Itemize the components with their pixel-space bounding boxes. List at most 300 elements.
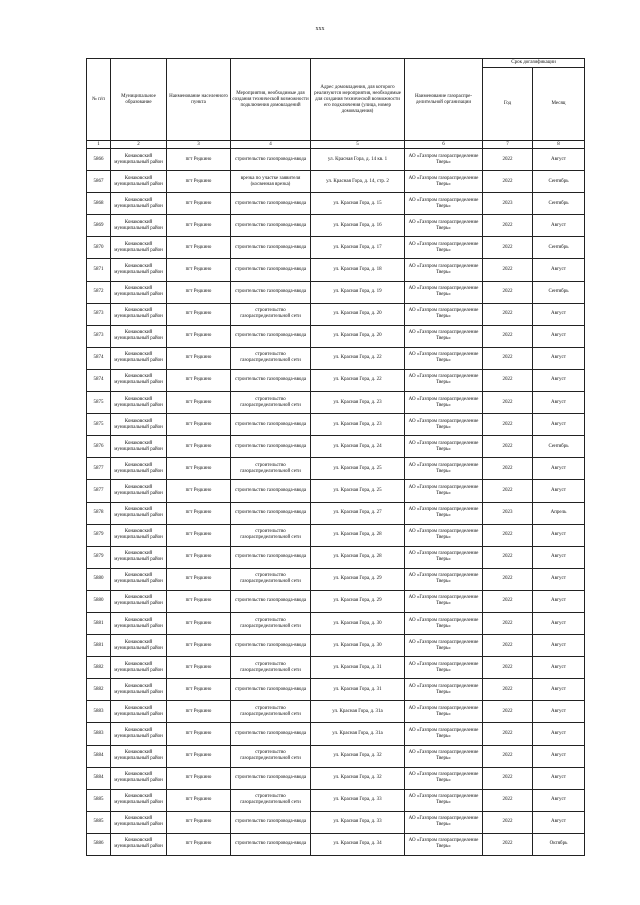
- municipality-cell: Конаковский муниципальный район: [111, 745, 167, 767]
- table-row: [87, 723, 585, 745]
- month-cell: Август: [533, 259, 585, 281]
- header-organization: Наименование газораспре-делительной организации: [405, 59, 483, 141]
- month-cell: Август: [533, 789, 585, 811]
- table-row: [87, 149, 585, 171]
- row-number: 5879: [87, 546, 111, 568]
- activity-cell: строительство газораспределительной сети: [231, 303, 311, 325]
- year-cell: 2022: [483, 833, 533, 855]
- row-number: 5874: [87, 347, 111, 369]
- address-cell: ул. Красная Гора, д. 31: [311, 679, 405, 701]
- table-row: [87, 679, 585, 701]
- month-cell: Август: [533, 635, 585, 657]
- activity-cell: строительство газопровода-ввода: [231, 679, 311, 701]
- municipality-cell: Конаковский муниципальный район: [111, 480, 167, 502]
- municipality-cell: Конаковский муниципальный район: [111, 546, 167, 568]
- organization-cell: АО «Газпром газораспределение Тверь»: [405, 679, 483, 701]
- row-number: 5878: [87, 502, 111, 524]
- address-cell: ул. Красная Гора, д. 28: [311, 546, 405, 568]
- settlement-cell: пгт Редкино: [167, 369, 231, 391]
- organization-cell: АО «Газпром газораспределение Тверь»: [405, 590, 483, 612]
- table-header: [87, 59, 585, 149]
- activity-cell: строительство газораспределительной сети: [231, 745, 311, 767]
- row-number: 5873: [87, 303, 111, 325]
- organization-cell: АО «Газпром газораспределение Тверь»: [405, 657, 483, 679]
- address-cell: ул. Красная Гора, д. 15: [311, 193, 405, 215]
- table-row: [87, 392, 585, 414]
- activity-cell: строительство газопровода-ввода: [231, 833, 311, 855]
- address-cell: ул. Красная Гора, д. 16: [311, 215, 405, 237]
- organization-cell: АО «Газпром газораспределение Тверь»: [405, 259, 483, 281]
- municipality-cell: Конаковский муниципальный район: [111, 767, 167, 789]
- table-row: [87, 303, 585, 325]
- year-cell: 2022: [483, 789, 533, 811]
- row-number: 5875: [87, 414, 111, 436]
- row-number: 5877: [87, 458, 111, 480]
- year-cell: 2022: [483, 436, 533, 458]
- header-municipality: Муниципальное образование: [111, 59, 167, 141]
- address-cell: ул. Красная Гора, д. 30: [311, 612, 405, 634]
- activity-cell: строительство газораспределительной сети: [231, 392, 311, 414]
- table-row: [87, 171, 585, 193]
- table-row: [87, 502, 585, 524]
- table-row: [87, 458, 585, 480]
- address-cell: ул. Красная Гора, д. 31а: [311, 723, 405, 745]
- table-row: [87, 480, 585, 502]
- row-number: 5881: [87, 612, 111, 634]
- settlement-cell: пгт Редкино: [167, 259, 231, 281]
- municipality-cell: Конаковский муниципальный район: [111, 701, 167, 723]
- activity-cell: строительство газопровода-ввода: [231, 502, 311, 524]
- row-number: 5872: [87, 281, 111, 303]
- month-cell: Август: [533, 458, 585, 480]
- activity-cell: строительство газопровода-ввода: [231, 436, 311, 458]
- header-year: Год: [483, 68, 533, 141]
- organization-cell: АО «Газпром газораспределение Тверь»: [405, 237, 483, 259]
- activity-cell: строительство газопровода-ввода: [231, 325, 311, 347]
- header-month: Месяц: [533, 68, 585, 141]
- year-cell: 2022: [483, 657, 533, 679]
- organization-cell: АО «Газпром газораспределение Тверь»: [405, 502, 483, 524]
- row-number: 5885: [87, 811, 111, 833]
- activity-cell: врезка по участке заявителя (косвенная врезка): [231, 171, 311, 193]
- row-number: 5886: [87, 833, 111, 855]
- activity-cell: строительство газораспределительной сети: [231, 568, 311, 590]
- month-cell: Август: [533, 767, 585, 789]
- municipality-cell: Конаковский муниципальный район: [111, 635, 167, 657]
- activity-cell: строительство газопровода-ввода: [231, 369, 311, 391]
- settlement-cell: пгт Редкино: [167, 436, 231, 458]
- month-cell: Август: [533, 612, 585, 634]
- year-cell: 2022: [483, 568, 533, 590]
- settlement-cell: пгт Редкино: [167, 480, 231, 502]
- year-cell: 2022: [483, 612, 533, 634]
- table-row: [87, 745, 585, 767]
- organization-cell: АО «Газпром газораспределение Тверь»: [405, 833, 483, 855]
- table-row: [87, 325, 585, 347]
- settlement-cell: пгт Редкино: [167, 325, 231, 347]
- column-number: 2: [111, 141, 167, 149]
- year-cell: 2022: [483, 281, 533, 303]
- municipality-cell: Конаковский муниципальный район: [111, 414, 167, 436]
- address-cell: ул. Красная Гора, д. 32: [311, 767, 405, 789]
- municipality-cell: Конаковский муниципальный район: [111, 612, 167, 634]
- organization-cell: АО «Газпром газораспределение Тверь»: [405, 392, 483, 414]
- activity-cell: строительство газораспределительной сети: [231, 657, 311, 679]
- address-cell: ул. Красная Гора, д. 29: [311, 568, 405, 590]
- year-cell: 2022: [483, 347, 533, 369]
- activity-cell: строительство газораспределительной сети: [231, 701, 311, 723]
- month-cell: Август: [533, 590, 585, 612]
- year-cell: 2022: [483, 546, 533, 568]
- month-cell: Август: [533, 303, 585, 325]
- municipality-cell: Конаковский муниципальный район: [111, 458, 167, 480]
- page-number: ххх: [315, 26, 325, 32]
- municipality-cell: Конаковский муниципальный район: [111, 171, 167, 193]
- activity-cell: строительство газораспределительной сети: [231, 458, 311, 480]
- column-number: 4: [231, 141, 311, 149]
- activity-cell: строительство газораспределительной сети: [231, 612, 311, 634]
- address-cell: ул. Красная Гора, д. 23: [311, 414, 405, 436]
- year-cell: 2023: [483, 193, 533, 215]
- year-cell: 2022: [483, 701, 533, 723]
- table-row: [87, 590, 585, 612]
- month-cell: Август: [533, 745, 585, 767]
- municipality-cell: Конаковский муниципальный район: [111, 723, 167, 745]
- month-cell: Август: [533, 215, 585, 237]
- organization-cell: АО «Газпром газораспределение Тверь»: [405, 436, 483, 458]
- organization-cell: АО «Газпром газораспределение Тверь»: [405, 171, 483, 193]
- organization-cell: АО «Газпром газораспределение Тверь»: [405, 811, 483, 833]
- row-number: 5885: [87, 789, 111, 811]
- organization-cell: АО «Газпром газораспределение Тверь»: [405, 568, 483, 590]
- settlement-cell: пгт Редкино: [167, 458, 231, 480]
- municipality-cell: Конаковский муниципальный район: [111, 237, 167, 259]
- table-row: [87, 259, 585, 281]
- month-cell: Апрель: [533, 502, 585, 524]
- address-cell: ул. Красная Гора, д. 34: [311, 833, 405, 855]
- organization-cell: АО «Газпром газораспределение Тверь»: [405, 745, 483, 767]
- address-cell: ул. Красная Гора, д. 31а: [311, 701, 405, 723]
- municipality-cell: Конаковский муниципальный район: [111, 657, 167, 679]
- table-body: [87, 149, 585, 856]
- settlement-cell: пгт Редкино: [167, 524, 231, 546]
- organization-cell: АО «Газпром газораспределение Тверь»: [405, 347, 483, 369]
- column-number: 1: [87, 141, 111, 149]
- settlement-cell: пгт Редкино: [167, 701, 231, 723]
- row-number: 5880: [87, 568, 111, 590]
- settlement-cell: пгт Редкино: [167, 635, 231, 657]
- settlement-cell: пгт Редкино: [167, 193, 231, 215]
- header-deadline-group: Срок догазификации: [483, 59, 585, 68]
- settlement-cell: пгт Редкино: [167, 237, 231, 259]
- address-cell: ул. Красная Гора, д. 14 кв. 1: [311, 149, 405, 171]
- row-number: 5871: [87, 259, 111, 281]
- column-number: 8: [533, 141, 585, 149]
- municipality-cell: Конаковский муниципальный район: [111, 347, 167, 369]
- activity-cell: строительство газопровода-ввода: [231, 193, 311, 215]
- table-row: [87, 568, 585, 590]
- year-cell: 2022: [483, 590, 533, 612]
- address-cell: ул. Красная Гора, д. 17: [311, 237, 405, 259]
- settlement-cell: пгт Редкино: [167, 568, 231, 590]
- settlement-cell: пгт Редкино: [167, 347, 231, 369]
- activity-cell: строительство газопровода-ввода: [231, 259, 311, 281]
- municipality-cell: Конаковский муниципальный район: [111, 568, 167, 590]
- month-cell: Август: [533, 701, 585, 723]
- address-cell: ул. Красная Гора, д. 33: [311, 811, 405, 833]
- settlement-cell: пгт Редкино: [167, 281, 231, 303]
- month-cell: Август: [533, 568, 585, 590]
- header-settlement: Наименование населенного пункта: [167, 59, 231, 141]
- row-number: 5868: [87, 193, 111, 215]
- row-number: 5884: [87, 745, 111, 767]
- settlement-cell: пгт Редкино: [167, 811, 231, 833]
- year-cell: 2022: [483, 458, 533, 480]
- row-number: 5881: [87, 635, 111, 657]
- municipality-cell: Конаковский муниципальный район: [111, 149, 167, 171]
- row-number: 5867: [87, 171, 111, 193]
- municipality-cell: Конаковский муниципальный район: [111, 590, 167, 612]
- municipality-cell: Конаковский муниципальный район: [111, 502, 167, 524]
- organization-cell: АО «Газпром газораспределение Тверь»: [405, 458, 483, 480]
- municipality-cell: Конаковский муниципальный район: [111, 833, 167, 855]
- municipality-cell: Конаковский муниципальный район: [111, 215, 167, 237]
- table-row: [87, 767, 585, 789]
- organization-cell: АО «Газпром газораспределение Тверь»: [405, 524, 483, 546]
- activity-cell: строительство газораспределительной сети: [231, 524, 311, 546]
- settlement-cell: пгт Редкино: [167, 303, 231, 325]
- table-row: [87, 524, 585, 546]
- column-number: 3: [167, 141, 231, 149]
- year-cell: 2022: [483, 237, 533, 259]
- organization-cell: АО «Газпром газораспределение Тверь»: [405, 215, 483, 237]
- year-cell: 2023: [483, 502, 533, 524]
- organization-cell: АО «Газпром газораспределение Тверь»: [405, 723, 483, 745]
- year-cell: 2022: [483, 392, 533, 414]
- month-cell: Август: [533, 149, 585, 171]
- organization-cell: АО «Газпром газораспределение Тверь»: [405, 325, 483, 347]
- address-cell: ул. Красная Гора, д. 33: [311, 789, 405, 811]
- organization-cell: АО «Газпром газораспределение Тверь»: [405, 701, 483, 723]
- row-number: 5875: [87, 392, 111, 414]
- row-number: 5866: [87, 149, 111, 171]
- settlement-cell: пгт Редкино: [167, 502, 231, 524]
- year-cell: 2022: [483, 767, 533, 789]
- address-cell: ул. Красная Гора, д. 28: [311, 524, 405, 546]
- settlement-cell: пгт Редкино: [167, 745, 231, 767]
- activity-cell: строительство газопровода-ввода: [231, 281, 311, 303]
- activity-cell: строительство газопровода-ввода: [231, 237, 311, 259]
- municipality-cell: Конаковский муниципальный район: [111, 281, 167, 303]
- municipality-cell: Конаковский муниципальный район: [111, 193, 167, 215]
- table-row: [87, 347, 585, 369]
- settlement-cell: пгт Редкино: [167, 149, 231, 171]
- row-number: 5882: [87, 657, 111, 679]
- municipality-cell: Конаковский муниципальный район: [111, 679, 167, 701]
- municipality-cell: Конаковский муниципальный район: [111, 392, 167, 414]
- settlement-cell: пгт Редкино: [167, 679, 231, 701]
- settlement-cell: пгт Редкино: [167, 723, 231, 745]
- table-row: [87, 215, 585, 237]
- address-cell: ул. Красная Гора, д. 20: [311, 303, 405, 325]
- row-number: 5870: [87, 237, 111, 259]
- year-cell: 2022: [483, 723, 533, 745]
- settlement-cell: пгт Редкино: [167, 171, 231, 193]
- year-cell: 2022: [483, 149, 533, 171]
- address-cell: ул. Красная Гора, д. 31: [311, 657, 405, 679]
- month-cell: Август: [533, 546, 585, 568]
- month-cell: Сентябрь: [533, 281, 585, 303]
- organization-cell: АО «Газпром газораспределение Тверь»: [405, 789, 483, 811]
- header-address: Адрес домовладения, для которого реализуются мероприятия, необходимые для создания технической возможности его подключения (улица, номер домовладения): [311, 59, 405, 141]
- activity-cell: строительство газопровода-ввода: [231, 215, 311, 237]
- year-cell: 2022: [483, 303, 533, 325]
- year-cell: 2022: [483, 215, 533, 237]
- month-cell: Сентябрь: [533, 436, 585, 458]
- year-cell: 2022: [483, 524, 533, 546]
- organization-cell: АО «Газпром газораспределение Тверь»: [405, 414, 483, 436]
- month-cell: Август: [533, 414, 585, 436]
- settlement-cell: пгт Редкино: [167, 833, 231, 855]
- year-cell: 2022: [483, 171, 533, 193]
- month-cell: Август: [533, 369, 585, 391]
- organization-cell: АО «Газпром газораспределение Тверь»: [405, 281, 483, 303]
- year-cell: 2022: [483, 414, 533, 436]
- settlement-cell: пгт Редкино: [167, 392, 231, 414]
- row-number: 5874: [87, 369, 111, 391]
- activity-cell: строительство газопровода-ввода: [231, 767, 311, 789]
- month-cell: Август: [533, 679, 585, 701]
- row-number: 5873: [87, 325, 111, 347]
- settlement-cell: пгт Редкино: [167, 590, 231, 612]
- column-number: 6: [405, 141, 483, 149]
- activity-cell: строительство газопровода-ввода: [231, 546, 311, 568]
- row-number: 5882: [87, 679, 111, 701]
- address-cell: ул. Красная Гора, д. 25: [311, 458, 405, 480]
- year-cell: 2022: [483, 635, 533, 657]
- settlement-cell: пгт Редкино: [167, 767, 231, 789]
- address-cell: ул. Красная Гора, д. 20: [311, 325, 405, 347]
- activity-cell: строительство газопровода-ввода: [231, 723, 311, 745]
- table-row: [87, 237, 585, 259]
- month-cell: Сентябрь: [533, 237, 585, 259]
- month-cell: Август: [533, 480, 585, 502]
- address-cell: ул. Красная Гора, д. 25: [311, 480, 405, 502]
- activity-cell: строительство газопровода-ввода: [231, 635, 311, 657]
- table-row: [87, 635, 585, 657]
- address-cell: ул. Красная Гора, д. 22: [311, 347, 405, 369]
- table-row: [87, 436, 585, 458]
- address-cell: ул. Красная Гора, д. 18: [311, 259, 405, 281]
- table-row: [87, 789, 585, 811]
- activity-cell: строительство газопровода-ввода: [231, 414, 311, 436]
- settlement-cell: пгт Редкино: [167, 612, 231, 634]
- table-row: [87, 657, 585, 679]
- table-row: [87, 612, 585, 634]
- table-row: [87, 811, 585, 833]
- column-number: 7: [483, 141, 533, 149]
- organization-cell: АО «Газпром газораспределение Тверь»: [405, 480, 483, 502]
- address-cell: ул. Красная Гора, д. 24: [311, 436, 405, 458]
- activity-cell: строительство газораспределительной сети: [231, 347, 311, 369]
- month-cell: Сентябрь: [533, 171, 585, 193]
- gasification-table: [86, 58, 585, 856]
- column-number-row: [87, 141, 585, 149]
- month-cell: Сентябрь: [533, 193, 585, 215]
- row-number: 5880: [87, 590, 111, 612]
- address-cell: ул. Красная Гора, д. 22: [311, 369, 405, 391]
- settlement-cell: пгт Редкино: [167, 789, 231, 811]
- activity-cell: строительство газопровода-ввода: [231, 149, 311, 171]
- row-number: 5876: [87, 436, 111, 458]
- organization-cell: АО «Газпром газораспределение Тверь»: [405, 149, 483, 171]
- organization-cell: АО «Газпром газораспределение Тверь»: [405, 303, 483, 325]
- row-number: 5884: [87, 767, 111, 789]
- organization-cell: АО «Газпром газораспределение Тверь»: [405, 767, 483, 789]
- month-cell: Август: [533, 392, 585, 414]
- month-cell: Август: [533, 811, 585, 833]
- municipality-cell: Конаковский муниципальный район: [111, 811, 167, 833]
- column-number: 5: [311, 141, 405, 149]
- table-row: [87, 281, 585, 303]
- header-num: № п/п: [87, 59, 111, 141]
- address-cell: ул. Красная Гора, д. 30: [311, 635, 405, 657]
- municipality-cell: Конаковский муниципальный район: [111, 325, 167, 347]
- address-cell: ул. Красная Гора, д. 32: [311, 745, 405, 767]
- month-cell: Август: [533, 325, 585, 347]
- table-row: [87, 414, 585, 436]
- row-number: 5877: [87, 480, 111, 502]
- activity-cell: строительство газопровода-ввода: [231, 811, 311, 833]
- settlement-cell: пгт Редкино: [167, 215, 231, 237]
- address-cell: ул. Красная Гора, д. 19: [311, 281, 405, 303]
- activity-cell: строительство газопровода-ввода: [231, 590, 311, 612]
- month-cell: Август: [533, 347, 585, 369]
- month-cell: Октябрь: [533, 833, 585, 855]
- month-cell: Август: [533, 524, 585, 546]
- year-cell: 2022: [483, 745, 533, 767]
- year-cell: 2022: [483, 480, 533, 502]
- organization-cell: АО «Газпром газораспределение Тверь»: [405, 546, 483, 568]
- address-cell: ул. Красная Гора, д. 29: [311, 590, 405, 612]
- address-cell: ул. Красная Гора, д. 27: [311, 502, 405, 524]
- table-row: [87, 546, 585, 568]
- year-cell: 2022: [483, 679, 533, 701]
- municipality-cell: Конаковский муниципальный район: [111, 789, 167, 811]
- activity-cell: строительство газораспределительной сети: [231, 789, 311, 811]
- row-number: 5879: [87, 524, 111, 546]
- organization-cell: АО «Газпром газораспределение Тверь»: [405, 193, 483, 215]
- activity-cell: строительство газопровода-ввода: [231, 480, 311, 502]
- table-row: [87, 369, 585, 391]
- municipality-cell: Конаковский муниципальный район: [111, 303, 167, 325]
- year-cell: 2022: [483, 259, 533, 281]
- municipality-cell: Конаковский муниципальный район: [111, 524, 167, 546]
- settlement-cell: пгт Редкино: [167, 546, 231, 568]
- month-cell: Август: [533, 723, 585, 745]
- municipality-cell: Конаковский муниципальный район: [111, 369, 167, 391]
- row-number: 5883: [87, 701, 111, 723]
- header-activity: Мероприятия, необходимые для создания технической возможности подключения домовладений: [231, 59, 311, 141]
- row-number: 5869: [87, 215, 111, 237]
- settlement-cell: пгт Редкино: [167, 657, 231, 679]
- table-row: [87, 833, 585, 855]
- organization-cell: АО «Газпром газораспределение Тверь»: [405, 635, 483, 657]
- table-row: [87, 193, 585, 215]
- year-cell: 2022: [483, 369, 533, 391]
- organization-cell: АО «Газпром газораспределение Тверь»: [405, 612, 483, 634]
- settlement-cell: пгт Редкино: [167, 414, 231, 436]
